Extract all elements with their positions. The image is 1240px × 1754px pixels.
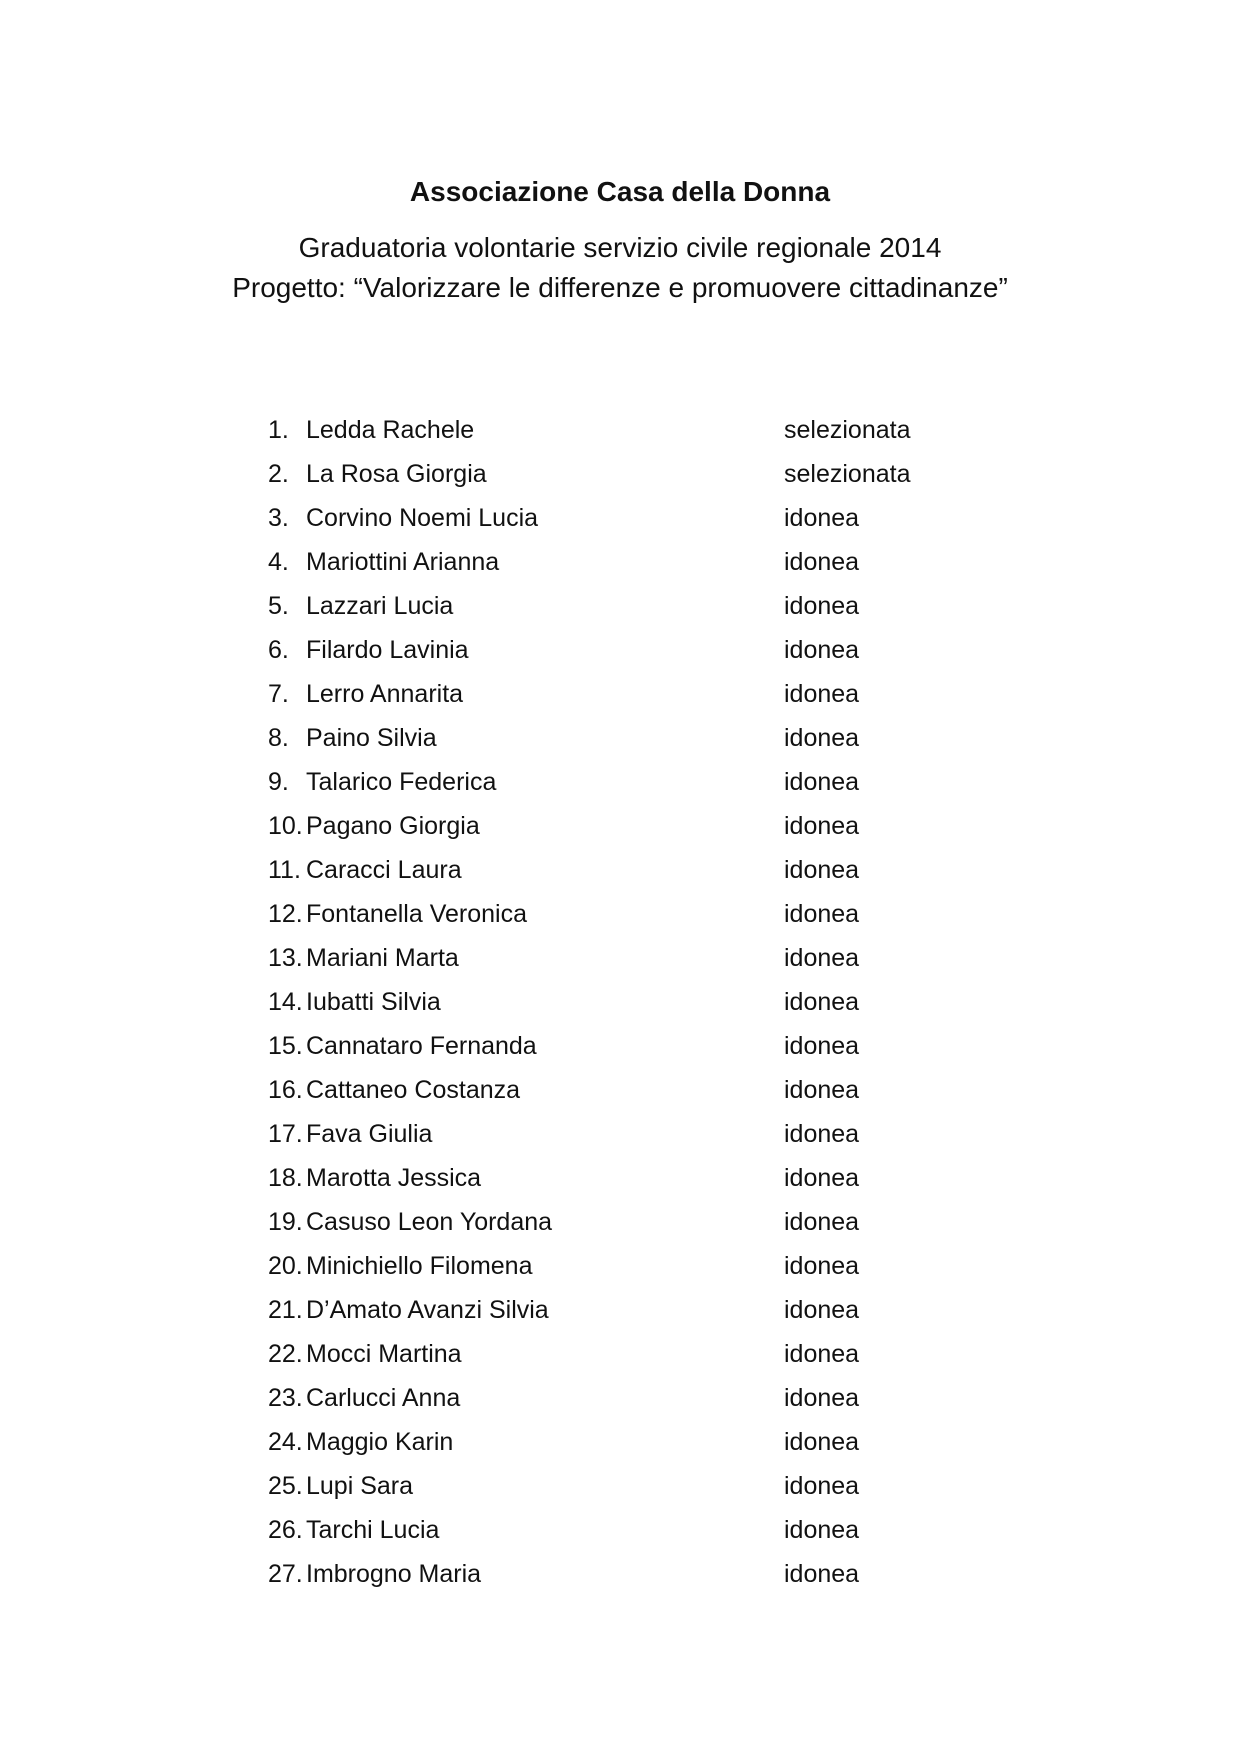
- candidate-status: idonea: [784, 988, 860, 1016]
- candidate-name: Filardo Lavinia: [306, 636, 469, 664]
- candidate-name: Marotta Jessica: [306, 1164, 482, 1192]
- candidate-name: Lupi Sara: [306, 1472, 414, 1500]
- rank-number: 27.: [268, 1560, 303, 1588]
- list-item: [268, 1244, 1028, 1288]
- rank-number: 4.: [268, 548, 289, 576]
- candidate-status: idonea: [784, 1120, 860, 1148]
- candidate-status: idonea: [784, 1384, 860, 1412]
- list-item: [268, 1288, 1028, 1332]
- candidate-name: Talarico Federica: [306, 768, 497, 796]
- list-item: [268, 1112, 1028, 1156]
- rank-number: 6.: [268, 636, 289, 664]
- candidate-name: Carlucci Anna: [306, 1384, 461, 1412]
- candidate-status: idonea: [784, 768, 860, 796]
- rank-number: 16.: [268, 1076, 303, 1104]
- list-item: [268, 1068, 1028, 1112]
- candidate-status: idonea: [784, 812, 860, 840]
- candidate-name: Imbrogno Maria: [306, 1560, 482, 1588]
- candidate-status: idonea: [784, 1252, 860, 1280]
- candidate-status: idonea: [784, 592, 860, 620]
- candidate-name: Minichiello Filomena: [306, 1252, 533, 1280]
- candidate-status: idonea: [784, 680, 860, 708]
- candidate-status: selezionata: [784, 460, 911, 488]
- list-item: [268, 716, 1028, 760]
- candidate-name: Mariani Marta: [306, 944, 459, 972]
- candidate-status: idonea: [784, 1032, 860, 1060]
- rank-number: 23.: [268, 1384, 303, 1412]
- rank-number: 7.: [268, 680, 289, 708]
- rank-number: 21.: [268, 1296, 303, 1324]
- rank-number: 12.: [268, 900, 303, 928]
- candidate-status: idonea: [784, 1164, 860, 1192]
- candidate-status: idonea: [784, 1560, 860, 1588]
- candidate-status: idonea: [784, 1472, 860, 1500]
- rank-number: 22.: [268, 1340, 303, 1368]
- rank-number: 20.: [268, 1252, 303, 1280]
- candidate-name: La Rosa Giorgia: [306, 460, 487, 488]
- candidate-name: Corvino Noemi Lucia: [306, 504, 539, 532]
- list-item: [268, 1508, 1028, 1552]
- rank-number: 2.: [268, 460, 289, 488]
- candidate-status: idonea: [784, 1428, 860, 1456]
- candidate-name: Cattaneo Costanza: [306, 1076, 521, 1104]
- candidate-name: Paino Silvia: [306, 724, 437, 752]
- rank-number: 24.: [268, 1428, 303, 1456]
- candidate-name: Ledda Rachele: [306, 416, 475, 444]
- rank-number: 17.: [268, 1120, 303, 1148]
- rank-number: 19.: [268, 1208, 303, 1236]
- candidate-status: idonea: [784, 1076, 860, 1104]
- candidate-status: idonea: [784, 1340, 860, 1368]
- candidate-name: Lazzari Lucia: [306, 592, 454, 620]
- rank-number: 25.: [268, 1472, 303, 1500]
- list-item: [268, 1024, 1028, 1068]
- list-item: [268, 848, 1028, 892]
- rank-number: 9.: [268, 768, 289, 796]
- candidate-status: idonea: [784, 944, 860, 972]
- candidate-name: Fava Giulia: [306, 1120, 433, 1148]
- list-item: [268, 540, 1028, 584]
- list-item: [268, 452, 1028, 496]
- subtitle-line-1: Graduatoria volontarie servizio civile regionale 2014: [298, 232, 942, 263]
- rank-number: 13.: [268, 944, 303, 972]
- list-item: [268, 936, 1028, 980]
- candidate-name: Mocci Martina: [306, 1340, 462, 1368]
- candidate-status: idonea: [784, 1516, 860, 1544]
- list-item: [268, 804, 1028, 848]
- subtitle-line-2: Progetto: “Valorizzare le differenze e promuovere cittadinanze”: [232, 272, 1008, 303]
- rank-number: 10.: [268, 812, 303, 840]
- rank-number: 18.: [268, 1164, 303, 1192]
- candidate-name: Maggio Karin: [306, 1428, 454, 1456]
- candidate-status: idonea: [784, 900, 860, 928]
- candidate-name: Casuso Leon Yordana: [306, 1208, 553, 1236]
- list-item: [268, 408, 1028, 452]
- candidate-name: Mariottini Arianna: [306, 548, 500, 576]
- candidate-status: idonea: [784, 1296, 860, 1324]
- candidate-name: Cannataro Fernanda: [306, 1032, 537, 1060]
- list-item: [268, 892, 1028, 936]
- candidate-name: Iubatti Silvia: [306, 988, 441, 1016]
- list-item: [268, 1420, 1028, 1464]
- rank-number: 14.: [268, 988, 303, 1016]
- list-item: [268, 1156, 1028, 1200]
- rank-number: 1.: [268, 416, 289, 444]
- list-item: [268, 1464, 1028, 1508]
- list-item: [268, 1332, 1028, 1376]
- list-item: [268, 672, 1028, 716]
- list-item: [268, 496, 1028, 540]
- list-item: [268, 1200, 1028, 1244]
- rank-number: 3.: [268, 504, 289, 532]
- list-item: [268, 628, 1028, 672]
- list-item: [268, 1376, 1028, 1420]
- rank-number: 8.: [268, 724, 289, 752]
- rank-number: 15.: [268, 1032, 303, 1060]
- list-item: [268, 1552, 1028, 1596]
- list-item: [268, 760, 1028, 804]
- list-item: [268, 980, 1028, 1024]
- candidate-status: idonea: [784, 636, 860, 664]
- ranking-list: [268, 408, 1028, 1596]
- candidate-status: selezionata: [784, 416, 911, 444]
- candidate-status: idonea: [784, 724, 860, 752]
- candidate-name: Lerro Annarita: [306, 680, 464, 708]
- candidate-status: idonea: [784, 1208, 860, 1236]
- document-title: Associazione Casa della Donna: [409, 176, 831, 207]
- candidate-name: D’Amato Avanzi Silvia: [306, 1296, 549, 1324]
- candidate-status: idonea: [784, 504, 860, 532]
- document-subtitle: [0, 228, 1240, 308]
- candidate-name: Fontanella Veronica: [306, 900, 527, 928]
- rank-number: 26.: [268, 1516, 303, 1544]
- rank-number: 5.: [268, 592, 289, 620]
- candidate-status: idonea: [784, 856, 860, 884]
- rank-number: 11.: [268, 856, 301, 884]
- candidate-name: Caracci Laura: [306, 856, 462, 884]
- candidate-name: Pagano Giorgia: [306, 812, 480, 840]
- candidate-name: Tarchi Lucia: [306, 1516, 440, 1544]
- candidate-status: idonea: [784, 548, 860, 576]
- list-item: [268, 584, 1028, 628]
